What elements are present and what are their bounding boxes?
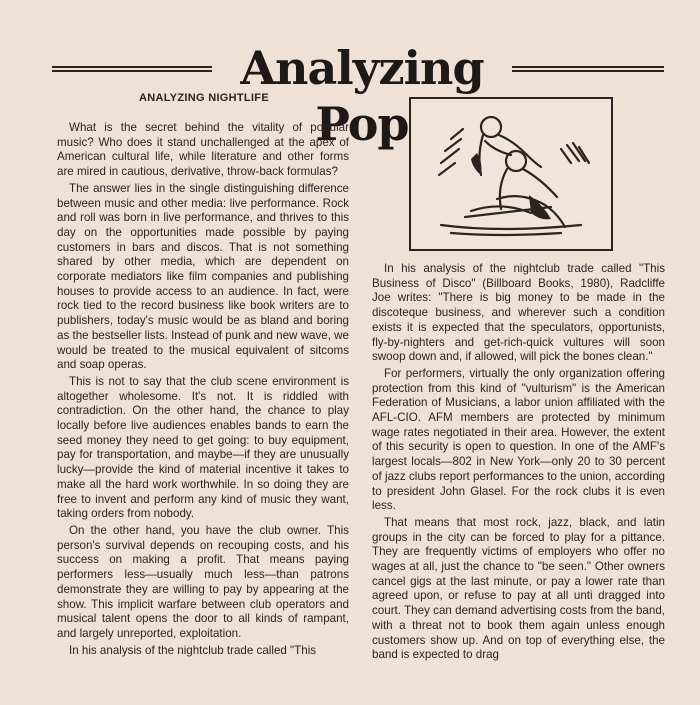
paragraph: In his analysis of the nightclub trade called "This Business of Disco" (Billboard Books, 1980), Radcliffe Joe writes: "There is big money to be made in the discoteque business, and wherever such a condition exists it is expected that the speculators, opportunists, fly-by-nighters and get-rich-quick vultures will soon swoop down and, if allowed, will pick the bones clean." <box>372 262 665 364</box>
title-rule-right <box>512 66 664 72</box>
paragraph: On the other hand, you have the club owner. This person's survival depends on recouping costs, and his success on making a profit. That means paying performers less—usually much less—than patrons demonstrate they are willing to pay by appearing at the show. This implicit warfare between club operators and musical talent opens the door to all kinds of rampant, and largely unreported, exploitation. <box>57 523 349 640</box>
title-rule-left <box>52 66 212 72</box>
paragraph: What is the secret behind the vitality of popular music? Who does it stand unchallenged at the apex of American cultural life, while literature and other forms are mired in cautious, derivative, throw-back formulas? <box>57 121 349 179</box>
paragraph: The answer lies in the single distinguishing difference between music and other media: live performance. Rock and roll was born in live performance, and thrives to this day on the opportunities made possible by paying customers in bars and discos. That is not something shared by other media, which are dependent on corporate mediators like film companies and publishing houses to provide access to an audience. In fact, were rock tied to the record business like book writers are to publishers, today's music would be as bland and boring as the bestseller lists. Instead of punk and new wave, we would be treated to the musical equivalent of sitcoms and soap operas. <box>57 181 349 372</box>
illustration-frame <box>409 97 613 251</box>
section-subheading: ANALYZING NIGHTLIFE <box>139 92 269 104</box>
left-column <box>57 121 349 660</box>
paragraph: In his analysis of the nightclub trade called "This <box>69 643 317 657</box>
paragraph: That means that most rock, jazz, black, and latin groups in the city can be forced to play for a pittance. They are frequently victims of employers who offer no wages at all, just the chance to "be seen." Other owners cancel gigs at the last minute, or pay a lower rate than agreed upon, or refuse to pay at all unti dragged into court. They can demand advertising costs from the band, with a threat not to book them again unless enough customers show up. And on top of everything else, the band is expected to drag <box>372 515 665 662</box>
page-title: Analyzing Pop <box>240 41 484 151</box>
right-column <box>372 262 665 665</box>
paragraph: For performers, virtually the only organization offering protection from this kind of "vulturism" is the American Federation of Musicians, a labor union affiliated with the AFL-CIO. AFM members are protected by minimum wage rates negotiated in their area. However, the extent of this security is open to question. In one of the AMF's largest locals—802 in New York—only 20 to 30 percent of jazz clubs report performances to the union, according to president John Glasel. For the rock clubs it is even less. <box>372 366 665 513</box>
musicians-sketch-icon <box>411 99 611 249</box>
paragraph: This is not to say that the club scene environment is altogether wholesome. It's not. It is riddled with contradiction. On the other hand, the chance to play locally before live audiences enables bands to earn the seed money they need to get going: to buy equipment, pay for transportation, and maybe—if they are unusually lucky—provide the kind of material incentive it takes to make all the hard work worthwhile. In so doing they are free to invent and perform any kind of music they want, taking orders from nobody. <box>57 374 349 521</box>
